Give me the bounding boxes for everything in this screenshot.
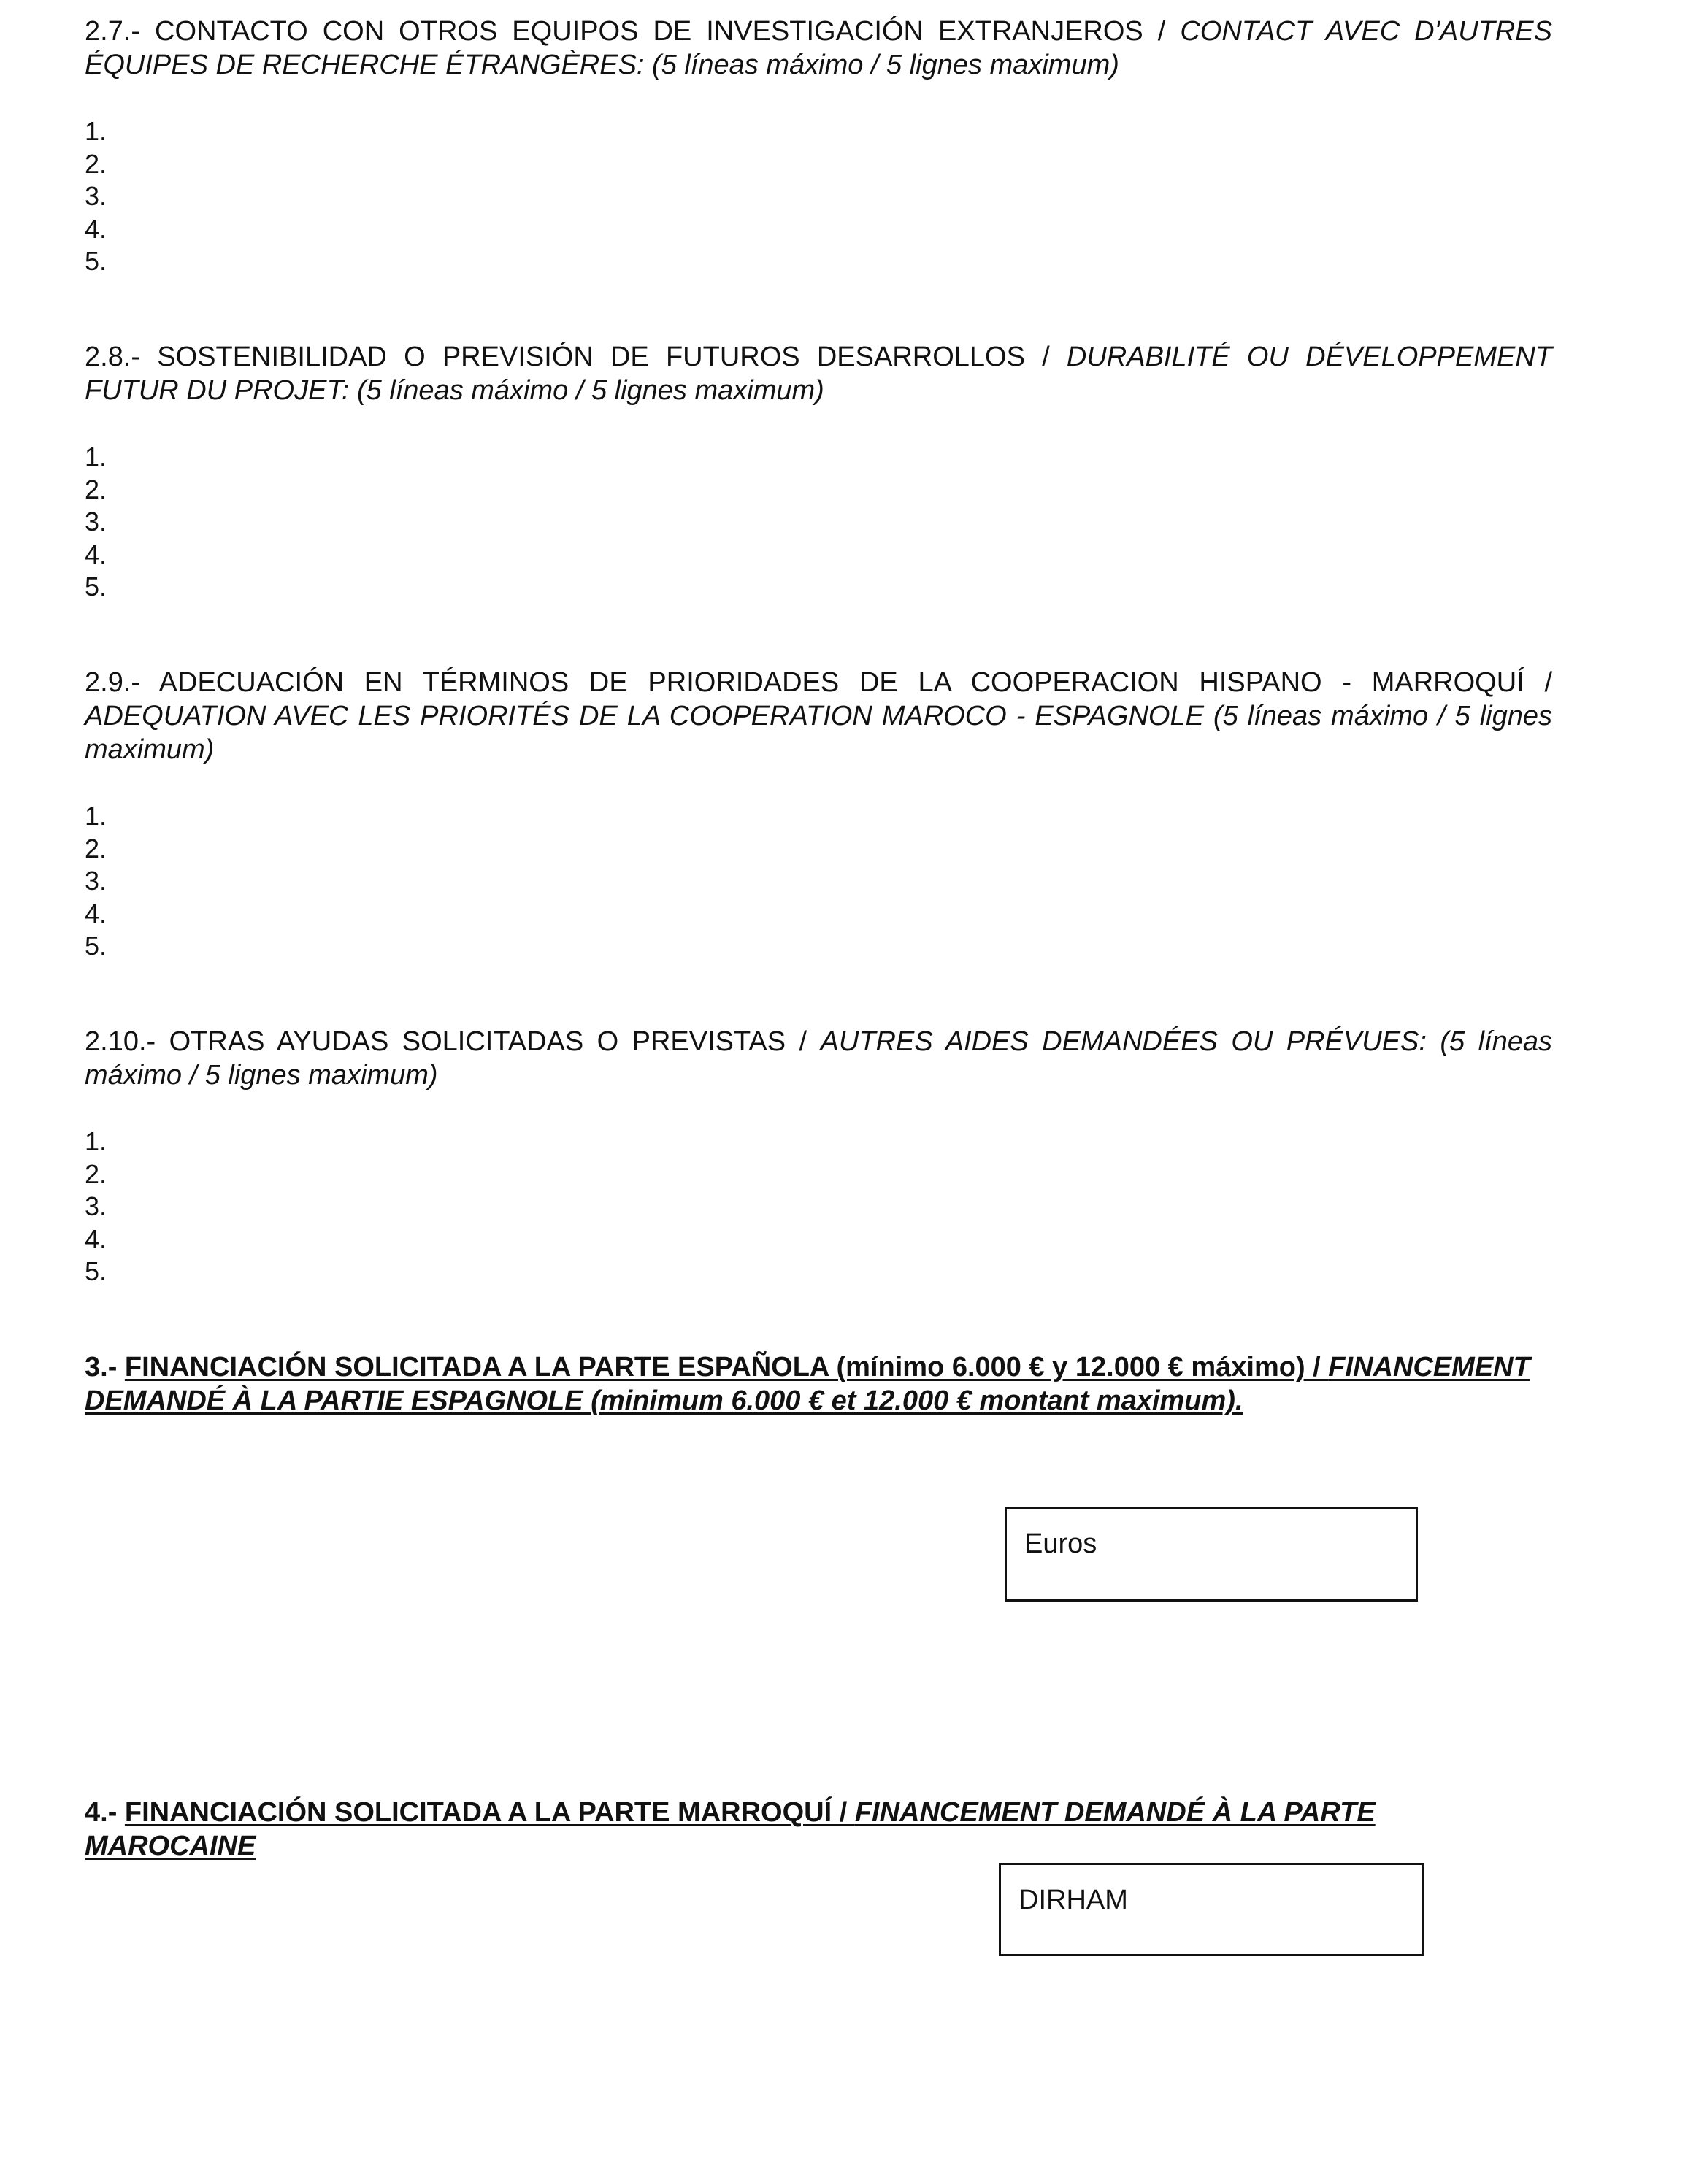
list-item: 4. [85,539,107,569]
section-2-10-title: 2.10.- OTRAS AYUDAS SOLICITADAS O PREVISTAS / [85,1026,821,1057]
section-2-7-title-fr: CONTACT AVEC D'AUTRES ÉQUIPES DE RECHERCHE ÉTRANGÈRES: (5 líneas máximo / 5 lignes maximum) [85,16,1552,80]
list-item: 5. [85,246,107,276]
section-2-8-title-fr: DURABILITÉ OU DÉVELOPPEMENT FUTUR DU PROJET: (5 líneas máximo / 5 lignes maximum) [85,342,1552,406]
section-2-9-title: 2.9.- ADECUACIÓN EN TÉRMINOS DE PRIORIDADES DE LA COOPERACION HISPANO - MARROQUÍ / [85,667,1552,698]
list-item: 1. [85,801,107,831]
section-2-7 [85,15,1552,276]
section-4-financing [85,1796,1552,1863]
section-2-9-title-fr: ADEQUATION AVEC LES PRIORITÉS DE LA COOPERATION MAROCO - ESPAGNOLE (5 líneas máximo / 5 lignes maximum) [85,701,1552,765]
list-item: 1. [85,1126,107,1156]
euros-currency-label: Euros [1024,1529,1097,1559]
section-3-financing [85,1350,1552,1418]
dirham-amount-field[interactable] [999,1863,1424,1956]
list-item: 4. [85,898,107,928]
section-3-number: 3.- [85,1352,125,1383]
list-item: 1. [85,116,107,146]
list-item: 2. [85,833,107,864]
section-2-7-heading [85,15,1552,82]
list-item: 2. [85,474,107,504]
list-item: 4. [85,1223,107,1254]
section-2-8-list [85,441,107,604]
section-2-9-heading [85,666,1552,766]
list-item: 5. [85,931,107,961]
section-2-9-list [85,800,107,963]
list-item: 2. [85,148,107,179]
section-2-7-list [85,115,107,278]
list-item: 1. [85,442,107,472]
list-item: 3. [85,1191,107,1221]
list-item: 2. [85,1158,107,1189]
section-3-title-fr: FINANCEMENT DEMANDÉ À LA PARTIE ESPAGNOLE (minimum 6.000 € et 12.000 € montant maximum). [85,1352,1530,1416]
section-2-10-list [85,1126,107,1288]
section-2-8-title: 2.8.- SOSTENIBILIDAD O PREVISIÓN DE FUTUROS DESARROLLOS / [85,342,1067,372]
section-3-heading [85,1350,1552,1418]
section-4-title: FINANCIACIÓN SOLICITADA A LA PARTE MARROQUÍ / [124,1797,855,1828]
list-item: 5. [85,572,107,601]
section-2-7-title: 2.7.- CONTACTO CON OTROS EQUIPOS DE INVESTIGACIÓN EXTRANJEROS / [85,16,1181,47]
section-2-10-heading [85,1025,1552,1092]
section-4-heading [85,1796,1552,1863]
section-4-number: 4.- [85,1797,125,1828]
list-item: 3. [85,181,107,211]
section-2-10-title-fr: AUTRES AIDES DEMANDÉES OU PRÉVUES: (5 líneas máximo / 5 lignes maximum) [85,1026,1553,1091]
list-item: 3. [85,507,107,537]
section-4-title-fr: FINANCEMENT DEMANDÉ À LA PARTE MAROCAINE [85,1797,1376,1861]
section-2-8 [85,340,1552,601]
section-2-8-heading [85,340,1552,407]
section-3-title: FINANCIACIÓN SOLICITADA A LA PARTE ESPAÑOLA (mínimo 6.000 € y 12.000 € máximo) / [124,1352,1329,1383]
dirham-currency-label: DIRHAM [1018,1885,1128,1915]
section-2-9 [85,666,1552,961]
section-2-10 [85,1025,1553,1286]
list-item: 3. [85,866,107,896]
euros-amount-field[interactable] [1005,1507,1418,1602]
list-item: 4. [85,213,107,244]
list-item: 5. [85,1256,107,1286]
